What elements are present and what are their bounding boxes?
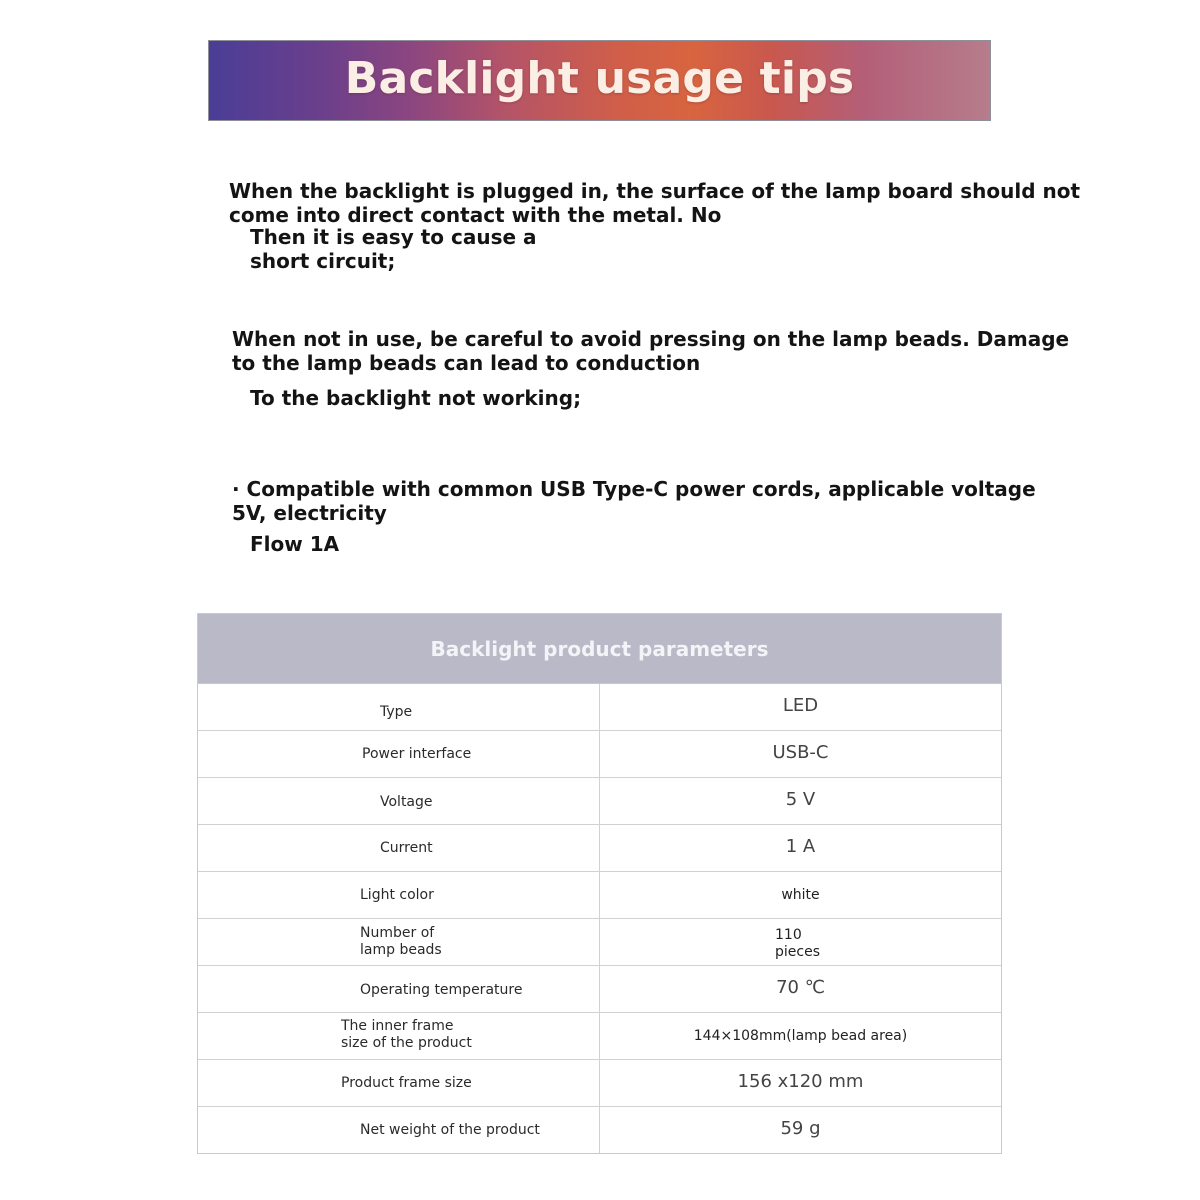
row-label: Number of lamp beads <box>360 925 442 958</box>
row-value: 59 g <box>780 1118 821 1139</box>
parameters-table <box>197 613 1002 1154</box>
row-value: 144×108mm(lamp bead area) <box>693 1028 908 1044</box>
row-value: 156 x120 mm <box>737 1071 864 1092</box>
table-row <box>198 684 1001 730</box>
row-label-cell <box>198 1107 600 1153</box>
tip-1-line-1: When the backlight is plugged in, the surface of the lamp board should not <box>229 179 1081 203</box>
tip-2-continuation-1: To the backlight not working; <box>250 386 582 410</box>
row-label: Product frame size <box>341 1075 472 1091</box>
tip-2-line-2: to the lamp beads can lead to conduction <box>232 351 701 375</box>
row-value: white <box>781 887 820 903</box>
row-label-cell <box>198 1060 600 1106</box>
parameters-title: Backlight product parameters <box>430 636 769 661</box>
row-label: Power interface <box>362 746 472 762</box>
row-value-cell <box>600 778 1001 824</box>
row-label: Type <box>380 704 413 720</box>
row-value-cell <box>600 684 1001 730</box>
row-value: 5 V <box>785 789 816 810</box>
table-row <box>198 1059 1001 1106</box>
table-row <box>198 965 1001 1012</box>
table-row <box>198 871 1001 918</box>
row-label: Operating temperature <box>360 982 523 998</box>
row-value-cell <box>600 966 1001 1012</box>
row-value-cell <box>600 872 1001 918</box>
table-row <box>198 824 1001 871</box>
row-label-cell <box>198 731 600 777</box>
row-value-cell <box>600 825 1001 871</box>
row-label-cell <box>198 825 600 871</box>
table-row <box>198 777 1001 824</box>
row-label-cell <box>198 1013 600 1059</box>
row-label-cell <box>198 684 600 730</box>
tip-1-continuation-2: short circuit; <box>250 249 396 273</box>
row-value-cell <box>600 919 1001 965</box>
row-value: 110 pieces <box>775 927 820 960</box>
table-row <box>198 730 1001 777</box>
row-label-cell <box>198 872 600 918</box>
row-label: Light color <box>360 887 434 903</box>
row-value: USB-C <box>772 742 829 763</box>
row-label: Current <box>380 840 433 856</box>
tip-3-line-2: 5V, electricity <box>232 501 387 525</box>
row-label: Voltage <box>380 794 433 810</box>
row-label-cell <box>198 919 600 965</box>
banner-title: Backlight usage tips <box>344 53 855 104</box>
row-value: LED <box>782 695 819 716</box>
tip-2-line-1: When not in use, be careful to avoid pressing on the lamp beads. Damage <box>232 327 1070 351</box>
row-label: The inner frame size of the product <box>341 1018 472 1051</box>
row-value-cell <box>600 1060 1001 1106</box>
tip-3-line-1: · Compatible with common USB Type-C power cords, applicable voltage <box>232 477 1036 501</box>
tip-1-line-2: come into direct contact with the metal. No <box>229 203 722 227</box>
row-value-cell <box>600 731 1001 777</box>
row-label-cell <box>198 778 600 824</box>
row-value: 1 A <box>785 836 816 857</box>
table-row <box>198 918 1001 965</box>
table-row <box>198 1012 1001 1059</box>
tip-3-continuation-1: Flow 1A <box>250 532 340 556</box>
row-value-cell <box>600 1013 1001 1059</box>
parameters-header <box>198 614 1001 684</box>
title-banner <box>208 40 991 121</box>
table-row <box>198 1106 1001 1153</box>
row-value: 70 ℃ <box>776 977 825 998</box>
row-label-cell <box>198 966 600 1012</box>
tip-1-continuation-1: Then it is easy to cause a <box>250 225 537 249</box>
row-label: Net weight of the product <box>360 1122 540 1138</box>
row-value-cell <box>600 1107 1001 1153</box>
